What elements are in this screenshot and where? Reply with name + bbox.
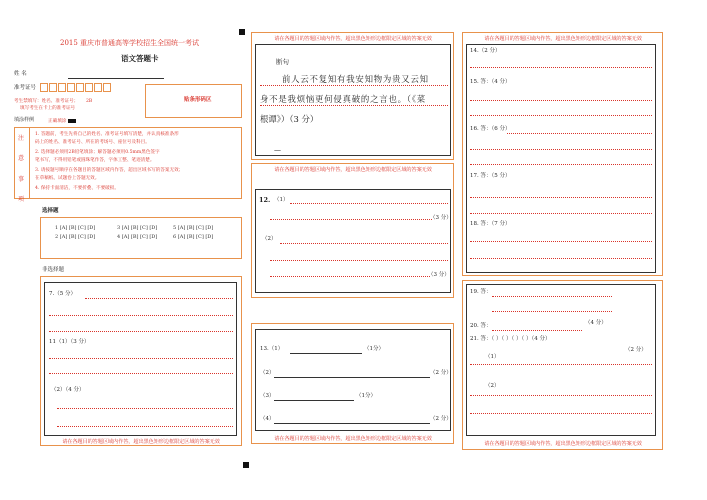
answer-line[interactable] — [49, 373, 233, 374]
notes-item: 2. 选择题必须用2B铅笔填涂；解答题必须用0.5mm黑色签字 — [35, 150, 160, 155]
warning-text: 请在各题目的答题区域内作答，超出黑色矩形边框限定区域的答案无效 — [274, 36, 432, 42]
q19-label: 19. 答： — [470, 289, 492, 295]
answer-line[interactable] — [470, 395, 652, 396]
q18-label: 18. 答：（7 分） — [470, 221, 511, 227]
q20-score: （2 分） — [625, 347, 647, 353]
name-label: 姓 名 — [14, 71, 27, 77]
warning-text: 请在各题目的答题区域内作答，超出黑色矩形边框限定区域的答案无效 — [484, 441, 642, 447]
id-cell[interactable] — [49, 83, 57, 92]
q13-part1-score: （1分） — [364, 346, 384, 352]
answer-line[interactable] — [270, 260, 448, 261]
q13-part1-label: 13.（1） — [260, 346, 284, 352]
choice-q2[interactable]: 2 [A] [B] [C] [D] — [55, 234, 96, 240]
id-cell[interactable] — [76, 83, 84, 92]
answer-line[interactable] — [470, 413, 652, 414]
answer-line[interactable] — [85, 298, 233, 299]
choice-q6[interactable]: 6 [A] [B] [C] [D] — [173, 234, 214, 240]
answer-line[interactable] — [470, 164, 652, 165]
q13-part2-score: （2 分） — [430, 370, 452, 376]
q13-part3-label: （3） — [260, 393, 275, 399]
exam-title: 2015 重庆市普通高等学校招生全国统一考试 — [60, 39, 200, 47]
barcode-label: 贴条形码区 — [184, 97, 212, 103]
answer-line[interactable] — [49, 358, 233, 359]
answer-line[interactable] — [49, 315, 233, 316]
warning-text: 请在各题目的答题区域内作答，超出黑色矩形边框限定区域的答案无效 — [484, 36, 642, 42]
answer-line[interactable] — [492, 311, 612, 312]
q21-label: 21. 答：（ ）（ ）（ ）（ ）（4 分） — [470, 336, 551, 342]
warning-text: 请在各题目的答题区域内作答，超出黑色矩形边框限定区域的答案无效 — [274, 167, 432, 173]
answer-line[interactable] — [507, 133, 652, 134]
id-cell[interactable] — [67, 83, 75, 92]
answer-line[interactable] — [470, 213, 652, 214]
answer-line[interactable] — [290, 203, 448, 204]
card-subtitle: 语文答题卡 — [121, 54, 159, 63]
duanju-passage-line: 前人云不复知有我安知物为贵又云知 — [282, 74, 429, 84]
id-cell[interactable] — [58, 83, 66, 92]
choice-title: 选择题 — [42, 208, 59, 214]
filled-bubble-sample — [68, 119, 76, 123]
right-lower-answer-box — [466, 284, 656, 436]
right-upper-outer-box — [462, 32, 663, 276]
answer-line[interactable] — [470, 241, 652, 242]
q13-outer-box — [251, 323, 454, 444]
choice-q5[interactable]: 5 [A] [B] [C] [D] — [173, 225, 214, 231]
q12-answer-box — [255, 189, 451, 293]
notes-item: 3. 请按题号顺序在各题目的答题区域内作答，超出区域书写的答案无效； — [35, 168, 184, 173]
duanju-passage-line: 根谭》）（3 分） — [260, 114, 319, 124]
id-cell[interactable] — [103, 83, 111, 92]
q12-part1-label: （1） — [274, 197, 289, 203]
choice-q1[interactable]: 1 [A] [B] [C] [D] — [55, 225, 96, 231]
answer-line[interactable] — [470, 197, 652, 198]
notes-box — [14, 127, 242, 204]
answer-line[interactable] — [49, 331, 233, 332]
right-upper-answer-box — [466, 44, 656, 273]
q12-part2-label: （2） — [262, 236, 277, 242]
answer-line[interactable] — [470, 364, 652, 365]
q21-part2-label: （2） — [485, 383, 500, 389]
answer-line[interactable] — [290, 353, 362, 354]
notes-item: 笔书写，不得用铅笔或圆珠笔作答，字体工整、笔迹清楚。 — [35, 158, 155, 163]
q13-part4-label: （4） — [260, 416, 275, 422]
id-cell[interactable] — [40, 83, 48, 92]
answer-line[interactable] — [270, 276, 430, 277]
notes-side-label: 注 意 事 项 — [18, 135, 25, 204]
choice-box — [40, 217, 242, 259]
duanju-passage-line: 身不是我烦恼更何侵真破的之言也。（《菜 — [260, 94, 426, 104]
notes-side-divider — [29, 128, 30, 198]
nonchoice-outer-box — [40, 276, 242, 446]
warning-text: 请在各题目的答题区域内作答，超出黑色矩形边框限定区域的答案无效 — [274, 436, 432, 442]
q12-score1: （3 分） — [430, 215, 452, 221]
warning-text: 请在各题目的答题区域内作答，超出黑色矩形边框限定区域的答案无效 — [62, 439, 220, 445]
notes-item: 码上的姓名、准考证号、所在的考场号、座位号及科目。 — [35, 140, 150, 145]
answer-line[interactable] — [270, 219, 432, 220]
q19-score: （4 分） — [585, 320, 607, 326]
choice-q4[interactable]: 4 [A] [B] [C] [D] — [117, 234, 158, 240]
duanju-outer-box — [251, 32, 454, 160]
instruction-1: 考生禁填写：姓名、准考证号； — [14, 99, 79, 104]
answer-line[interactable] — [470, 100, 652, 101]
q16-label: 16. 答：（6 分） — [470, 126, 511, 132]
answer-line[interactable] — [470, 149, 652, 150]
q17-label: 17. 答：（5 分） — [470, 173, 511, 179]
answer-line[interactable] — [470, 258, 652, 259]
answer-line[interactable] — [57, 408, 233, 409]
id-cell[interactable] — [94, 83, 102, 92]
id-cell[interactable] — [85, 83, 93, 92]
choice-q3[interactable]: 3 [A] [B] [C] [D] — [117, 225, 158, 231]
q7-label: 7.（5 分） — [49, 291, 76, 297]
duanju-dash: — — [274, 146, 281, 154]
q13-part3-score: （1分） — [356, 393, 376, 399]
answer-line[interactable] — [280, 243, 448, 244]
q13-answer-box — [255, 329, 451, 431]
answer-line — [260, 85, 448, 86]
notes-item: 在草稿纸、试题卷上答题无效。 — [35, 176, 100, 181]
q21-part1-label: （1） — [485, 354, 500, 360]
answer-line[interactable] — [274, 377, 430, 378]
q13-part4-score: （2 分） — [430, 416, 452, 422]
answer-line[interactable] — [57, 426, 233, 427]
q14-label: 14.（2 分） — [470, 48, 501, 54]
answer-box-q7-q11 — [44, 282, 237, 436]
answer-line[interactable] — [470, 67, 652, 68]
q13-part2-label: （2） — [260, 370, 275, 376]
sample-label: 填涂样例 — [14, 117, 35, 123]
answer-line[interactable] — [274, 423, 430, 424]
id-label: 准考证号 — [14, 85, 37, 91]
answer-line[interactable] — [274, 400, 354, 401]
barcode-area — [145, 84, 242, 118]
duanju-title: 断句 — [276, 58, 289, 66]
answer-line[interactable] — [492, 330, 582, 331]
q11-part2-label: （2）（4 分） — [51, 387, 85, 393]
nonchoice-title: 非选择题 — [42, 267, 65, 273]
answer-line[interactable] — [470, 115, 652, 116]
q11-label: 11（1）（3 分） — [49, 339, 90, 345]
q12-outer-box — [251, 163, 454, 298]
name-field[interactable] — [68, 78, 164, 79]
sample-value: 正确填涂 — [48, 119, 67, 124]
position-mark-bottom — [243, 462, 249, 468]
right-lower-outer-box — [462, 280, 663, 450]
q20-label: 20. 答： — [470, 323, 492, 329]
instruction-1b: 2B — [86, 99, 93, 104]
answer-line[interactable] — [492, 296, 612, 297]
q12-number: 12. — [259, 196, 271, 204]
answer-line — [260, 105, 448, 106]
notes-item: 1. 答题前，考生先将自己的姓名、准考证号填写清楚，并认真核准条形 — [35, 132, 179, 137]
q12-score2: （3 分） — [428, 272, 450, 278]
instruction-2: 填写考生在卡上的准考证号 — [20, 106, 76, 111]
position-mark-top — [239, 29, 245, 35]
q15-label: 15. 答：（4 分） — [470, 79, 511, 85]
duanju-answer-box — [255, 44, 451, 156]
notes-item: 4. 保持卡面清洁，不要折叠、不要破损。 — [35, 186, 119, 191]
